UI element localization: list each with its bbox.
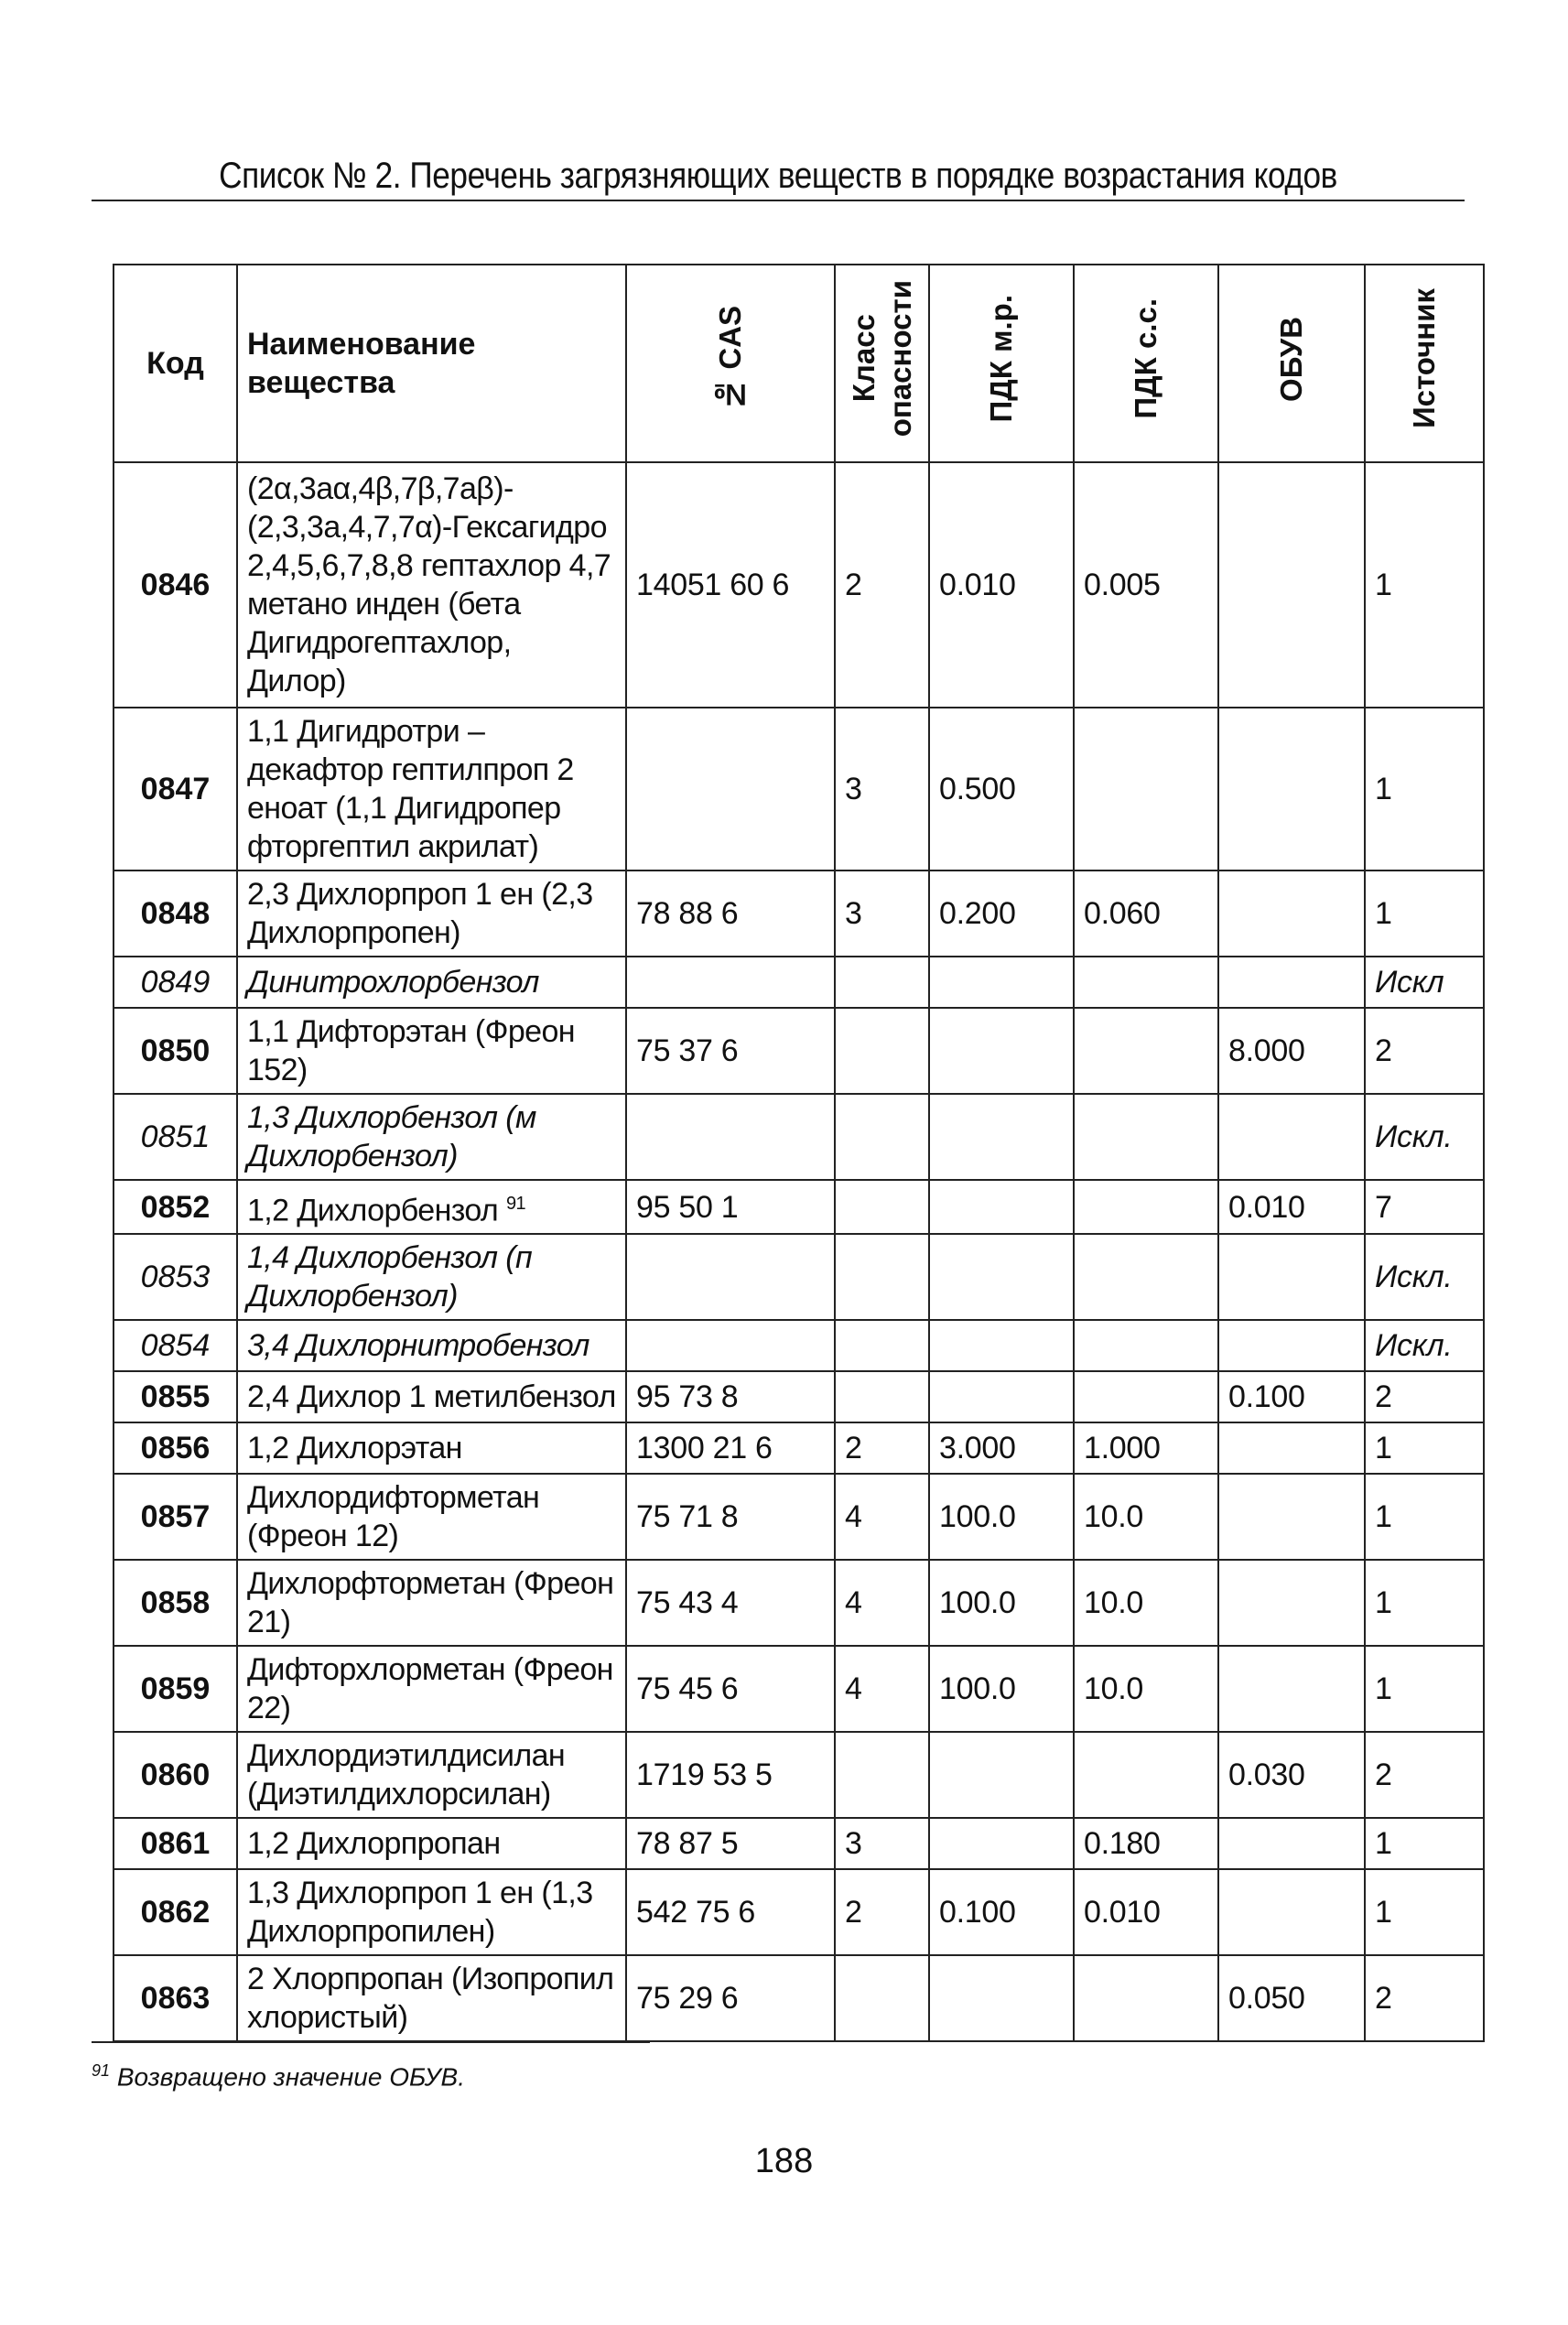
footnote-ref: 91 [506,1194,526,1214]
cell-source: 1 [1365,462,1484,708]
substance-name: Дихлордиэтилдисилан (Диэтилдихлорсилан) [247,1738,566,1812]
cell-source: 2 [1365,1371,1484,1422]
cell-code: 0851 [114,1094,237,1180]
cell-name [237,1474,626,1560]
cell-pdk-ss [1074,1955,1218,2041]
cell-source: 1 [1365,871,1484,957]
cell-obuv [1218,1646,1365,1732]
cell-source: 1 [1365,1869,1484,1955]
cell-code: 0856 [114,1422,237,1474]
table-row [114,1869,1484,1955]
header-source-label: Источник [1407,288,1441,429]
cell-source: Искл [1365,957,1484,1008]
cell-name [237,1732,626,1818]
cell-source: 7 [1365,1180,1484,1234]
substance-name: Динитрохлорбензол [247,965,539,1000]
cell-pdk-mr [929,1955,1074,2041]
table-row [114,1955,1484,2041]
cell-pdk-ss: 10.0 [1074,1560,1218,1646]
cell-code: 0858 [114,1560,237,1646]
cell-code: 0853 [114,1234,237,1320]
table-row [114,1646,1484,1732]
cell-code: 0850 [114,1008,237,1094]
cell-cas: 75 45 6 [626,1646,835,1732]
substance-name: Дифторхлорметан (Фреон 22) [247,1652,613,1726]
substance-name: Дихлордифторметан (Фреон 12) [247,1480,540,1554]
cell-obuv: 0.010 [1218,1180,1365,1234]
cell-code: 0848 [114,871,237,957]
cell-pdk-mr [929,1732,1074,1818]
cell-cas: 95 73 8 [626,1371,835,1422]
cell-cas: 1300 21 6 [626,1422,835,1474]
cell-obuv [1218,708,1365,871]
cell-code: 0847 [114,708,237,871]
header-name: Наименование вещества [237,265,626,462]
cell-pdk-ss [1074,1732,1218,1818]
cell-pdk-mr [929,1320,1074,1371]
header-obuv-label: ОБУВ [1274,316,1308,402]
cell-name [237,1646,626,1732]
substance-name: 1,2 Дихлорбензол [247,1193,499,1228]
cell-pdk-mr [929,1818,1074,1869]
cell-pdk-ss [1074,1234,1218,1320]
cell-pdk-mr: 100.0 [929,1646,1074,1732]
table-row [114,462,1484,708]
cell-source: Искл. [1365,1094,1484,1180]
cell-obuv [1218,462,1365,708]
cell-source: 1 [1365,1646,1484,1732]
cell-name [237,1560,626,1646]
cell-pdk-mr: 3.000 [929,1422,1074,1474]
cell-cas [626,957,835,1008]
cell-pdk-mr: 0.010 [929,462,1074,708]
substance-name: 1,1 Дифторэтан (Фреон 152) [247,1014,575,1087]
cell-class [835,957,929,1008]
cell-obuv [1218,1094,1365,1180]
substance-name: 1,1 Дигидротри –декафтор гептилпроп 2 еноат (1,1 Дигидропер фторгептил акрилат) [247,714,574,864]
cell-pdk-ss: 0.005 [1074,462,1218,708]
cell-obuv [1218,1869,1365,1955]
cell-obuv: 0.050 [1218,1955,1365,2041]
cell-name [237,1234,626,1320]
cell-source: 2 [1365,1008,1484,1094]
cell-name [237,1094,626,1180]
substance-name: 3,4 Дихлорнитробензол [247,1328,589,1364]
cell-source: Искл. [1365,1320,1484,1371]
footnote-mark: 91 [92,2061,111,2080]
cell-obuv [1218,1474,1365,1560]
cell-name [237,462,626,708]
header-cas-label: № CAS [713,306,747,412]
cell-obuv [1218,957,1365,1008]
cell-pdk-ss: 0.180 [1074,1818,1218,1869]
cell-name [237,1955,626,2041]
cell-pdk-mr [929,1008,1074,1094]
table-row [114,1474,1484,1560]
header-pdk-ss [1074,265,1218,462]
cell-code: 0857 [114,1474,237,1560]
title-rule [92,200,1465,201]
cell-class [835,1008,929,1094]
cell-code: 0861 [114,1818,237,1869]
cell-name [237,957,626,1008]
cell-code: 0852 [114,1180,237,1234]
cell-pdk-ss [1074,1320,1218,1371]
cell-obuv [1218,1234,1365,1320]
substance-name: 1,3 Дихлорбензол (м Дихлорбензол) [247,1100,536,1173]
cell-pdk-mr [929,1371,1074,1422]
cell-obuv: 0.030 [1218,1732,1365,1818]
cell-source: 1 [1365,1560,1484,1646]
header-obuv [1218,265,1365,462]
substance-name: 2,4 Дихлор 1 метилбензол [247,1379,616,1415]
substance-name: 2,3 Дихлорпроп 1 ен (2,3 Дихлорпропен) [247,877,593,950]
footnote-text: Возвращено значение ОБУВ. [116,2062,465,2092]
table-row [114,957,1484,1008]
table-row [114,871,1484,957]
cell-source: 1 [1365,1422,1484,1474]
cell-code: 0860 [114,1732,237,1818]
substance-name: 1,4 Дихлорбензол (п Дихлорбензол) [247,1240,533,1314]
header-pdk-ss-label: ПДК с.с. [1129,298,1162,419]
cell-pdk-mr: 100.0 [929,1474,1074,1560]
cell-source: 1 [1365,1474,1484,1560]
cell-code: 0863 [114,1955,237,2041]
cell-pdk-mr: 0.100 [929,1869,1074,1955]
table-row [114,1371,1484,1422]
cell-name [237,1008,626,1094]
cell-cas [626,1094,835,1180]
table-row [114,1560,1484,1646]
cell-cas [626,1234,835,1320]
cell-pdk-mr: 0.200 [929,871,1074,957]
cell-source: 1 [1365,1818,1484,1869]
substance-name: Дихлорфторметан (Фреон 21) [247,1566,614,1640]
cell-code: 0849 [114,957,237,1008]
cell-cas: 1719 53 5 [626,1732,835,1818]
header-code: Код [114,265,237,462]
cell-class: 3 [835,1818,929,1869]
header-pdk-mr-label: ПДК м.р. [984,295,1018,423]
header-source [1365,265,1484,462]
cell-obuv [1218,1422,1365,1474]
table-row [114,1320,1484,1371]
cell-class: 4 [835,1646,929,1732]
cell-class: 3 [835,708,929,871]
cell-class [835,1320,929,1371]
cell-name [237,1371,626,1422]
table-body [114,462,1484,2041]
cell-class [835,1955,929,2041]
cell-class [835,1180,929,1234]
header-hazard-class-label: Класс опасности [846,280,917,438]
cell-name [237,1422,626,1474]
cell-name [237,1869,626,1955]
cell-class: 4 [835,1560,929,1646]
substance-name: 1,3 Дихлорпроп 1 ен (1,3 Дихлорпропилен) [247,1876,593,1950]
cell-pdk-ss: 0.010 [1074,1869,1218,1955]
table-row [114,1818,1484,1869]
table-row [114,1008,1484,1094]
cell-class [835,1234,929,1320]
cell-pdk-ss [1074,1371,1218,1422]
cell-source: 1 [1365,708,1484,871]
cell-class: 2 [835,1869,929,1955]
cell-class: 3 [835,871,929,957]
cell-code: 0855 [114,1371,237,1422]
cell-cas: 78 88 6 [626,871,835,957]
cell-class: 2 [835,1422,929,1474]
substance-name: 1,2 Дихлорэтан [247,1431,462,1466]
cell-cas: 75 43 4 [626,1560,835,1646]
header-cas [626,265,835,462]
cell-name [237,1180,626,1234]
page-number: 188 [754,2142,814,2180]
cell-name [237,1320,626,1371]
cell-source: 2 [1365,1732,1484,1818]
cell-class: 2 [835,462,929,708]
cell-class: 4 [835,1474,929,1560]
cell-class [835,1094,929,1180]
cell-pdk-mr: 0.500 [929,708,1074,871]
header-row [114,265,1484,462]
cell-obuv: 0.100 [1218,1371,1365,1422]
cell-obuv [1218,1818,1365,1869]
cell-code: 0854 [114,1320,237,1371]
cell-pdk-ss [1074,1180,1218,1234]
cell-pdk-mr [929,1180,1074,1234]
table-row [114,1180,1484,1234]
cell-name [237,1818,626,1869]
cell-obuv [1218,871,1365,957]
cell-pdk-ss [1074,708,1218,871]
cell-code: 0846 [114,462,237,708]
header-hazard-class [835,265,929,462]
cell-cas: 75 37 6 [626,1008,835,1094]
cell-name [237,708,626,871]
cell-obuv: 8.000 [1218,1008,1365,1094]
substance-name: (2α,3aα,4β,7β,7aβ)-(2,3,3a,4,7,7α)-Гексагидро 2,4,5,6,7,8,8 гептахлор 4,7 метано инден (бета Дигидрогептахлор, Дилор) [247,471,611,698]
cell-code: 0859 [114,1646,237,1732]
cell-cas: 542 75 6 [626,1869,835,1955]
cell-class [835,1732,929,1818]
substance-name: 1,2 Дихлорпропан [247,1826,501,1862]
cell-cas [626,708,835,871]
cell-obuv [1218,1320,1365,1371]
table-row [114,708,1484,871]
cell-pdk-mr [929,1094,1074,1180]
cell-source: Искл. [1365,1234,1484,1320]
cell-cas: 75 29 6 [626,1955,835,2041]
cell-code: 0862 [114,1869,237,1955]
cell-obuv [1218,1560,1365,1646]
footnote [92,2061,465,2092]
cell-pdk-ss: 10.0 [1074,1474,1218,1560]
cell-cas: 75 71 8 [626,1474,835,1560]
substances-table [113,264,1485,2042]
cell-pdk-ss: 1.000 [1074,1422,1218,1474]
cell-pdk-ss [1074,1094,1218,1180]
cell-cas [626,1320,835,1371]
cell-name [237,871,626,957]
table-row [114,1732,1484,1818]
cell-pdk-mr [929,957,1074,1008]
table-row [114,1234,1484,1320]
header-pdk-mr [929,265,1074,462]
cell-cas: 78 87 5 [626,1818,835,1869]
footnote-rule [92,2041,650,2043]
cell-pdk-mr [929,1234,1074,1320]
cell-class [835,1371,929,1422]
cell-cas: 95 50 1 [626,1180,835,1234]
cell-pdk-ss: 0.060 [1074,871,1218,957]
table-row [114,1422,1484,1474]
cell-pdk-ss: 10.0 [1074,1646,1218,1732]
cell-cas: 14051 60 6 [626,462,835,708]
cell-source: 2 [1365,1955,1484,2041]
table-row [114,1094,1484,1180]
page-title: Список № 2. Перечень загрязняющих веществ в порядке возрастания кодов [219,156,1337,196]
cell-pdk-ss [1074,957,1218,1008]
cell-pdk-mr: 100.0 [929,1560,1074,1646]
cell-pdk-ss [1074,1008,1218,1094]
substance-name: 2 Хлорпропан (Изопропил хлористый) [247,1962,614,2036]
